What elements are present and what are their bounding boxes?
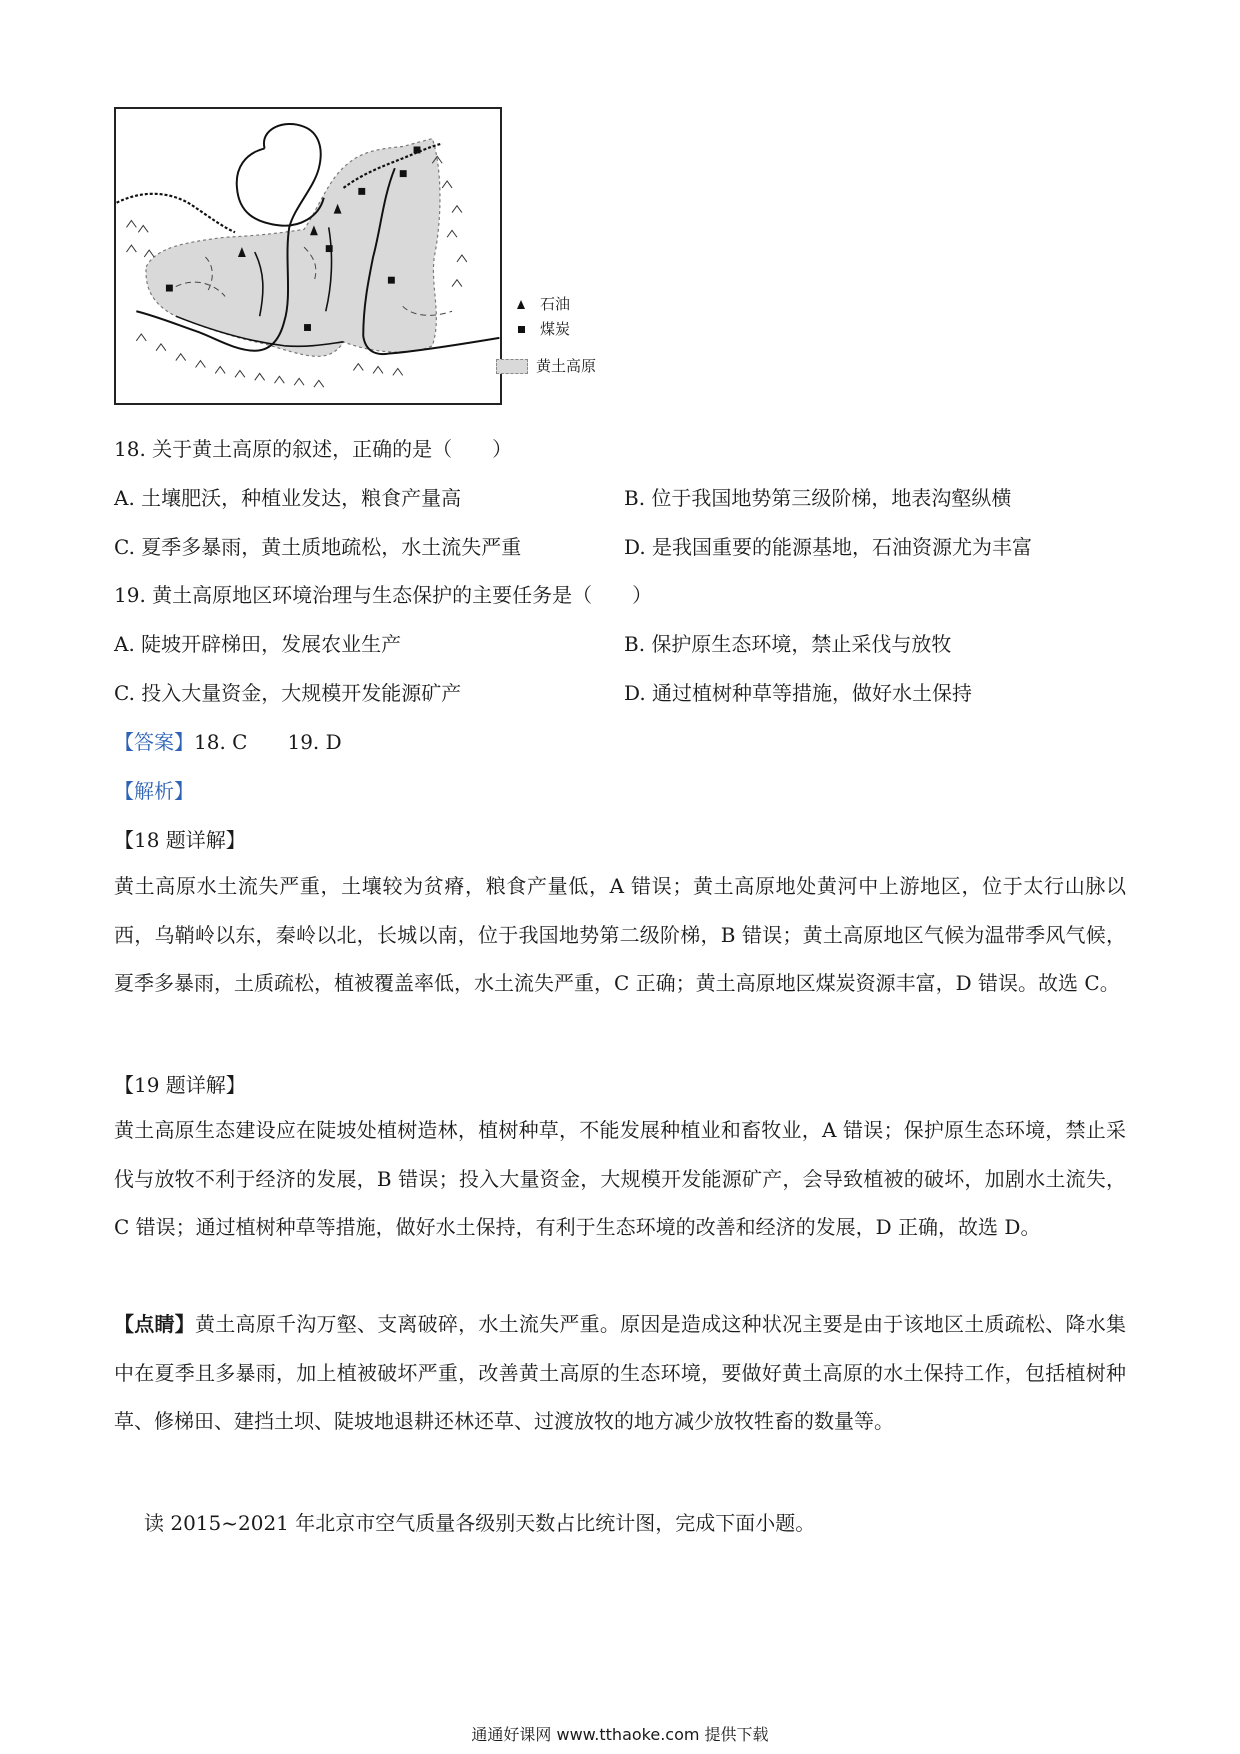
q19-stem: 19. 黄土高原地区环境治理与生态保护的主要任务是（ ）	[114, 583, 653, 607]
d18-heading: 【18 题详解】	[114, 828, 246, 852]
map-drawing	[116, 109, 500, 403]
q18-stem: 18. 关于黄土高原的叙述，正确的是（ ）	[114, 437, 513, 461]
q19-option-b: B. 保护原生态环境，禁止采伐与放牧	[624, 632, 952, 656]
q18-option-b: B. 位于我国地势第三级阶梯，地表沟壑纵横	[624, 486, 1012, 510]
tip-paragraph	[114, 1300, 1126, 1446]
coal-square-icon	[518, 326, 525, 333]
d18-text: 黄土高原水土流失严重，土壤较为贫瘠，粮食产量低，A 错误；黄土高原地处黄河中上游地区，位于太行山脉以西，乌鞘岭以东，秦岭以北，长城以南，位于我国地势第二级阶梯，B 错误；黄土高原地区气候为温带季风气候，夏季多暴雨，土质疏松，植被覆盖率低，水土流失严重，C 正确；黄土高原地区煤炭资源丰富，D 错误。故选 C。	[114, 874, 1126, 995]
map-legend	[510, 292, 596, 379]
next-question-intro: 读 2015~2021 年北京市空气质量各级别天数占比统计图，完成下面小题。	[144, 1511, 816, 1535]
d19-text: 黄土高原生态建设应在陡坡处植树造林，植树种草，不能发展种植业和畜牧业，A 错误；保护原生态环境，禁止采伐与放牧不利于经济的发展，B 错误；投入大量资金，大规模开发能源矿产，会导致植被的破坏，加剧水土流失，C 错误；通过植树种草等措施，做好水土保持，有利于生态环境的改善和经济的发展，D 正确，故选 D。	[114, 1118, 1126, 1239]
loess-plateau-map	[114, 107, 502, 405]
d19-heading: 【19 题详解】	[114, 1073, 246, 1097]
q18-option-c: C. 夏季多暴雨，黄土质地疏松，水土流失严重	[114, 535, 522, 559]
page-footer: 通通好课网 www.tthaoke.com 提供下载	[471, 1725, 769, 1744]
q18-option-a: A. 土壤肥沃，种植业发达，粮食产量高	[114, 486, 462, 510]
q19-option-d: D. 通过植树种草等措施，做好水土保持	[624, 681, 973, 705]
tip-label: 【点睛】	[114, 1312, 195, 1336]
loess-area-swatch	[496, 359, 528, 374]
legend-coal: 煤炭	[510, 317, 596, 342]
q18-option-d: D. 是我国重要的能源基地，石油资源尤为丰富	[624, 535, 1033, 559]
answer-line	[114, 726, 342, 755]
answer-label: 【答案】	[114, 730, 194, 754]
oil-triangle-icon	[517, 300, 525, 309]
q19-option-c: C. 投入大量资金，大规模开发能源矿产	[114, 681, 462, 705]
tip-text: 黄土高原千沟万壑、支离破碎，水土流失严重。原因是造成这种状况主要是由于该地区土质疏松、降水集中在夏季且多暴雨，加上植被破坏严重，改善黄土高原的生态环境，要做好黄土高原的水土保持工作，包括植树种草、修梯田、建挡土坝、陡坡地退耕还林还草、过渡放牧的地方减少放牧牲畜的数量等。	[114, 1312, 1127, 1433]
legend-oil: 石油	[510, 292, 596, 317]
analysis-label: 【解析】	[114, 779, 194, 803]
loess-plateau-area	[146, 139, 440, 357]
q19-option-a: A. 陡坡开辟梯田，发展农业生产	[114, 632, 402, 656]
answer-value: 18. C 19. D	[194, 730, 342, 754]
legend-loess: 黄土高原	[496, 354, 596, 379]
